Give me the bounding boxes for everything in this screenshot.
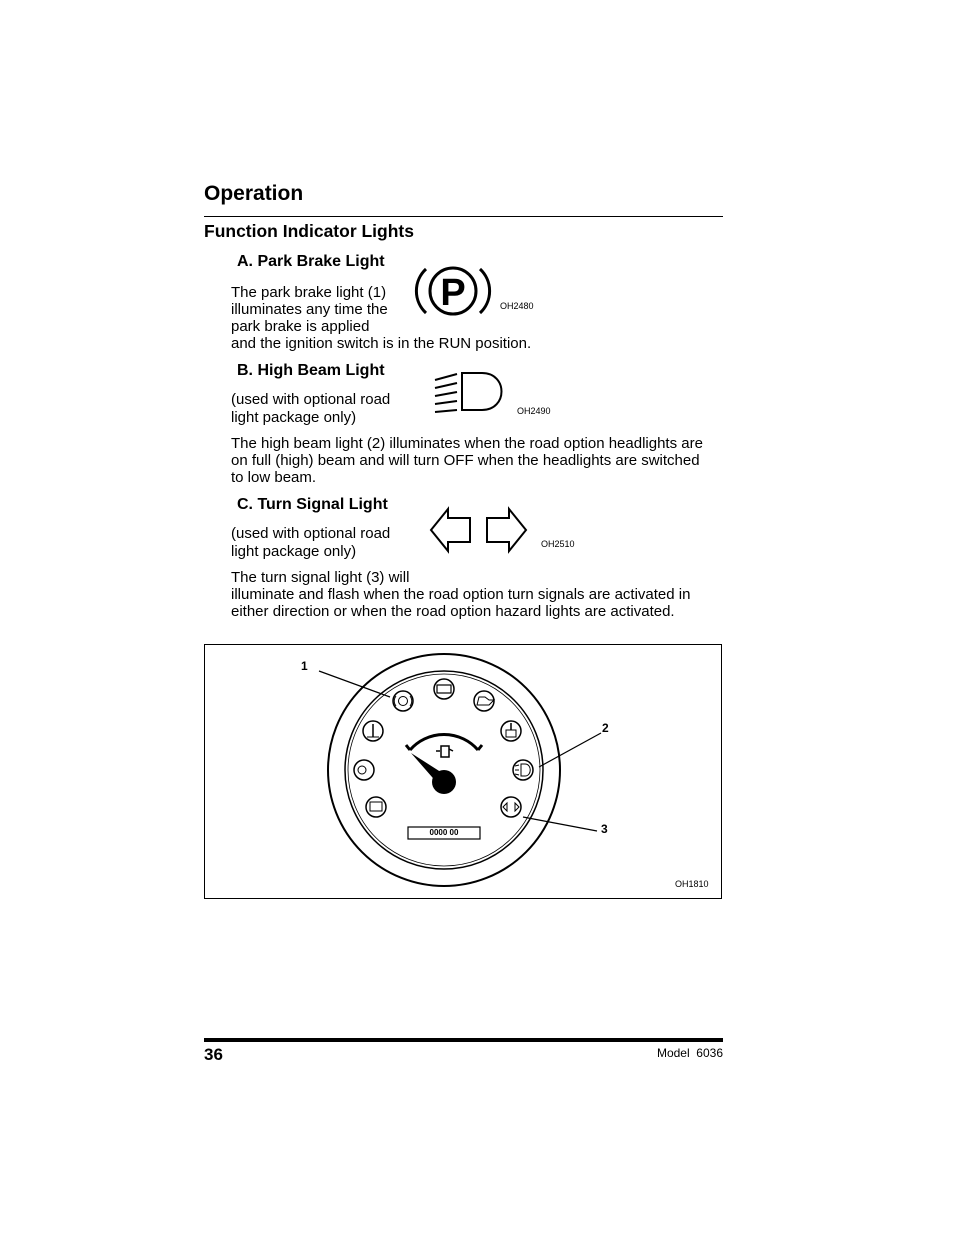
high-beam-note-2: light package only) [231,409,357,426]
lamp-oil-pressure-icon [474,691,494,711]
subsection-title: Function Indicator Lights [204,221,414,241]
park-brake-line-3: park brake is applied [231,318,370,335]
callout-2: 2 [602,721,609,735]
lamp-glow-plug-icon [354,760,374,780]
figure-code-oh2480: OH2480 [500,301,534,311]
lamp-park-brake-icon [393,691,413,711]
lamp-high-beam-icon [513,760,533,780]
lamp-battery-icon [434,679,454,699]
section-title: Operation [204,182,304,205]
header-rule [204,216,723,217]
turn-signal-note-1: (used with optional road [231,525,391,542]
model-label: Model 6036 [656,1046,723,1060]
high-beam-heading: B. High Beam Light [237,362,385,379]
callout-3: 3 [601,822,608,836]
figure-code-oh2490: OH2490 [517,406,551,416]
lamp-coolant-temp-icon [363,721,383,741]
figure-code-oh1810: OH1810 [675,879,709,889]
high-beam-line-3: to low beam. [231,469,317,486]
lamp-transmission-icon [366,797,386,817]
park-brake-line-2: illuminates any time the [231,301,388,318]
callout-1: 1 [301,659,308,673]
park-brake-icon [410,263,495,318]
turn-signal-icon [428,506,530,556]
page-number: 36 [204,1045,223,1064]
lamp-turn-signal-icon [501,797,521,817]
park-brake-heading: A. Park Brake Light [237,253,385,270]
turn-signal-line-3: either direction or when the road option hazard lights are activated. [231,603,675,620]
lamp-hydraulic-temp-icon [501,721,521,741]
turn-signal-line-2: illuminate and flash when the road option turn signals are activated in [231,586,691,603]
turn-signal-line-1: The turn signal light (3) will [231,569,410,586]
hour-meter-readout: 0000 00 [429,828,459,837]
park-brake-line-1: The park brake light (1) [231,284,387,301]
high-beam-icon [430,368,510,420]
gauge-illustration [205,645,721,898]
fuel-icon [436,746,453,757]
high-beam-line-2: on full (high) beam and will turn OFF when the headlights are switched [231,452,700,469]
footer-rule [204,1038,723,1042]
turn-signal-heading: C. Turn Signal Light [237,496,388,513]
high-beam-line-1: The high beam light (2) illuminates when the road option headlights are [231,435,703,452]
high-beam-note-1: (used with optional road [231,391,391,408]
turn-signal-note-2: light package only) [231,543,357,560]
figure-code-oh2510: OH2510 [541,539,575,549]
svg-text:P: P [440,272,466,314]
park-brake-line-4: and the ignition switch is in the RUN position. [231,335,532,352]
